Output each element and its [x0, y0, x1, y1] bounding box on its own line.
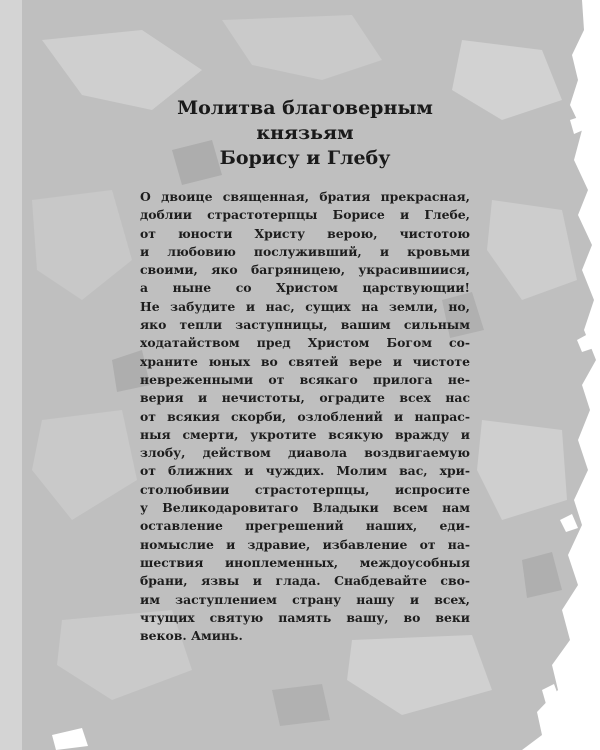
prayer-line: чтущих святую память вашу, во веки: [140, 609, 470, 625]
prayer-line: яко тепли заступницы, вашим сильным: [140, 317, 470, 333]
prayer-line: от всякия скорби, озлоблений и напрас-: [140, 408, 470, 424]
prayer-line: О двоице священная, братия прекрасная,: [140, 189, 470, 204]
prayer-body: [140, 188, 470, 645]
prayer-line: злобу, действом диавола воздвигаемую: [140, 445, 470, 461]
prayer-line: номыслие и здравие, избавление от на-: [140, 536, 470, 552]
prayer-line: веков. Аминь.: [140, 628, 243, 644]
prayer-line: шествия иноплеменных, междоусобныя: [140, 554, 470, 570]
prayer-line: брани, язвы и глада. Снабдевайте сво-: [140, 573, 470, 589]
prayer-title: [140, 96, 470, 171]
prayer-content: [140, 96, 470, 645]
prayer-line: от юности Христу верою, чистотою: [140, 225, 470, 241]
prayer-line: верия и нечистоты, оградите всех нас: [140, 390, 470, 406]
prayer-line: своими, яко багряницею, украсившиися,: [140, 262, 470, 278]
prayer-line: оставление прегрешений наших, еди-: [140, 518, 470, 534]
prayer-line: у Великодаровитаго Владыки всем нам: [140, 500, 470, 516]
title-line-3: Борису и Глебу: [219, 147, 391, 169]
prayer-line: им заступлением страну нашу и всех,: [140, 591, 470, 607]
prayer-line: храните юных во святей вере и чистоте: [140, 353, 470, 369]
prayer-line: и любовию послуживший, и кровьми: [140, 243, 470, 259]
page-edge-band: [0, 0, 22, 750]
prayer-line: от ближних и чуждих. Молим вас, хри-: [140, 463, 470, 479]
prayer-line: доблии страстотерпцы Борисе и Глебе,: [140, 207, 470, 223]
prayer-line: невреженными от всякаго прилога не-: [140, 371, 470, 387]
title-line-2: князьям: [256, 122, 354, 144]
title-line-1: Молитва благоверным: [177, 97, 433, 119]
prayer-line: а ныне со Христом царствующии!: [140, 280, 470, 296]
prayer-line: столюбивии страстотерпцы, испросите: [140, 481, 470, 497]
prayer-line: ходатайством пред Христом Богом со-: [140, 335, 470, 351]
prayer-line: ныя смерти, укротите всякую вражду и: [140, 426, 470, 442]
prayer-line: Не забудите и нас, сущих на земли, но,: [140, 298, 470, 314]
